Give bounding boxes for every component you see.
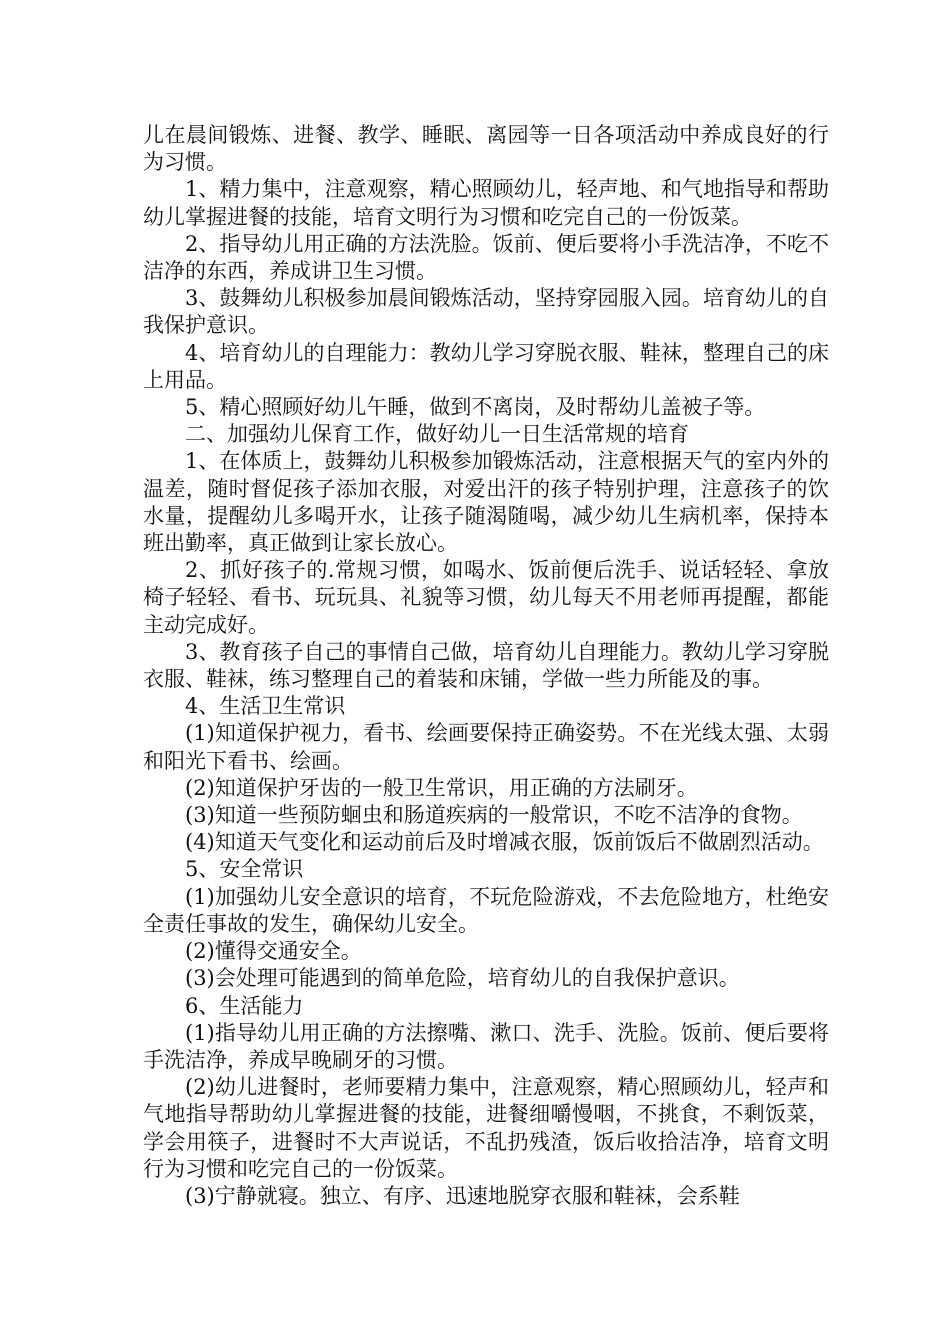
paragraph-continuation: 儿在晨间锻炼、进餐、教学、睡眠、离园等一日各项活动中养成良好的行为习惯。 [143, 123, 829, 175]
document-body [143, 122, 829, 1210]
paragraph-item-1: 1、精力集中，注意观察，精心照顾幼儿，轻声地、和气地指导和帮助幼儿掌握进餐的技能，培育文明行为习惯和吃完自己的一份饭菜。 [143, 177, 829, 229]
safety-item-2: (2)懂得交通安全。 [185, 939, 362, 964]
paragraph-routine-habits: 2、抓好孩子的.常规习惯，如喝水、饭前便后洗手、说话轻轻、拿放椅子轻轻、看书、玩玩具、礼貌等习惯，幼儿每天不用老师再提醒，都能主动完成好。 [143, 558, 829, 637]
paragraph-item-3: 3、鼓舞幼儿积极参加晨间锻炼活动，坚持穿园服入园。培育幼儿的自我保护意识。 [143, 286, 829, 338]
living-skills-item-2: (2)幼儿进餐时，老师要精力集中，注意观察，精心照顾幼儿，轻声和气地指导帮助幼儿掌握进餐的技能，进餐细嚼慢咽，不挑食，不剩饭菜，学会用筷子，进餐时不大声说话，不乱扔残渣，饭后收拾洁净，培育文明行为习惯和吃完自己的一份饭菜。 [143, 1075, 829, 1181]
living-skills-item-3: (3)宁静就寝。独立、有序、迅速地脱穿衣服和鞋袜，会系鞋 [185, 1183, 740, 1208]
safety-item-3: (3)会处理可能遇到的简单危险，培育幼儿的自我保护意识。 [185, 966, 740, 991]
subheading-safety: 5、安全常识 [185, 857, 304, 882]
subheading-living-skills: 6、生活能力 [185, 993, 304, 1018]
section-heading-2: 二、加强幼儿保育工作，做好幼儿一日生活常规的培育 [185, 422, 689, 447]
hygiene-item-3: (3)知道一些预防蛔虫和肠道疾病的一般常识，不吃不洁净的食物。 [185, 803, 803, 828]
hygiene-item-4: (4)知道天气变化和运动前后及时增减衣服，饭前饭后不做剧烈活动。 [185, 830, 824, 855]
paragraph-item-2: 2、指导幼儿用正确的方法洗脸。饭前、便后要将小手洗洁净，不吃不洁净的东西，养成讲卫生习惯。 [143, 231, 829, 284]
hygiene-item-1: (1)知道保护视力，看书、绘画要保持正确姿势。不在光线太强、太弱和阳光下看书、绘画。 [143, 721, 829, 773]
paragraph-item-5: 5、精心照顾好幼儿午睡，做到不离岗，及时帮幼儿盖被子等。 [185, 395, 766, 420]
paragraph-physique: 1、在体质上，鼓舞幼儿积极参加锻炼活动，注意根据天气的室内外的温差，随时督促孩子添加衣服，对爱出汗的孩子特别护理，注意孩子的饮水量，提醒幼儿多喝开水，让孩子随渴随喝，减少幼儿生病机率，保持本班出勤率，真正做到让家长放心。 [143, 449, 829, 556]
paragraph-self-care: 3、教育孩子自己的事情自己做，培育幼儿自理能力。教幼儿学习穿脱衣服、鞋袜，练习整理自己的着装和床铺，学做一些力所能及的事。 [143, 639, 829, 692]
paragraph-item-4: 4、培育幼儿的自理能力：教幼儿学习穿脱衣服、鞋袜，整理自己的床上用品。 [143, 340, 829, 392]
safety-item-1: (1)加强幼儿安全意识的培育，不玩危险游戏，不去危险地方，杜绝安全责任事故的发生，确保幼儿安全。 [143, 884, 829, 936]
subheading-hygiene: 4、生活卫生常识 [185, 694, 346, 719]
hygiene-item-2: (2)知道保护牙齿的一般卫生常识，用正确的方法刷牙。 [185, 775, 698, 800]
living-skills-item-1: (1)指导幼儿用正确的方法擦嘴、漱口、洗手、洗脸。饭前、便后要将手洗洁净，养成早晚刷牙的习惯。 [143, 1020, 829, 1072]
